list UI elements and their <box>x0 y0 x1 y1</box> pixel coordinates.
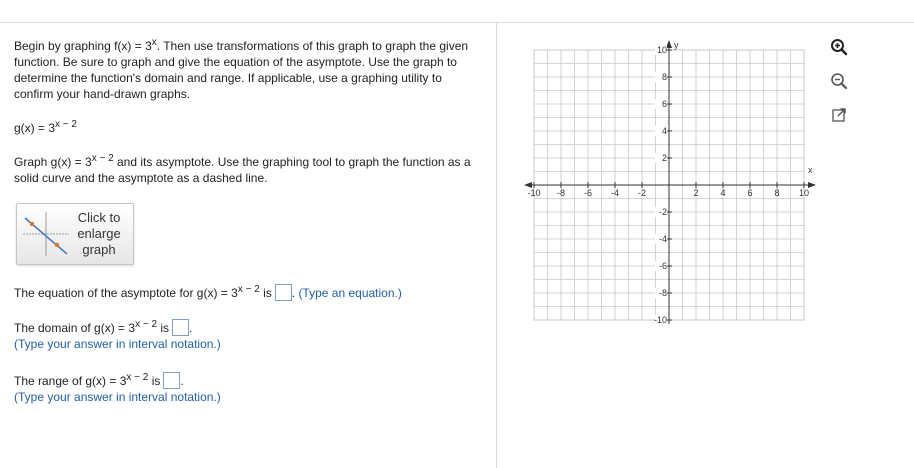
y-tick-label: 4 <box>661 126 667 136</box>
asymptote-question: The equation of the asymptote for $g(x) = 3^{x - 2}$ is . (Type an equation.) <box>14 284 402 300</box>
y-axis-label: y <box>674 40 679 50</box>
x-tick-label: -8 <box>556 188 566 198</box>
y-tick-label: 2 <box>661 153 667 163</box>
x-tick-label: -6 <box>583 188 593 198</box>
y-tick-label: -10 <box>653 315 667 325</box>
zoom-in-icon <box>830 38 848 56</box>
external-link-icon <box>831 107 847 123</box>
enlarge-graph-button[interactable] <box>16 203 134 265</box>
x-tick-label: -2 <box>637 188 647 198</box>
graph-thumbnail-icon <box>23 212 69 256</box>
x-axis-label: x <box>808 165 813 175</box>
range-question: The range of $g(x) = 3^{x - 2}$ is . (Type your answer in interval notation.) <box>14 372 221 404</box>
x-tick-label: -10 <box>527 188 541 198</box>
y-tick-label: -4 <box>658 234 667 244</box>
y-tick-label: -2 <box>658 207 667 217</box>
asymptote-hint: (Type an equation.) <box>298 286 402 300</box>
x-tick-label: 2 <box>693 188 699 198</box>
y-tick-label: 8 <box>661 72 667 82</box>
graph-instruction: Graph $g(x) = 3^{x - 2}$ and its asymptote. Use the graphing tool to graph the function as a solid curve and the asymptote as a dashed line. <box>14 153 471 185</box>
domain-answer-input[interactable] <box>172 319 189 336</box>
y-tick-label: 10 <box>656 45 667 55</box>
x-axis-arrow <box>808 182 816 188</box>
zoom-out-button[interactable] <box>828 70 850 92</box>
asymptote-answer-input[interactable] <box>275 284 292 301</box>
enlarge-graph-label: Click to enlarge graph <box>77 210 121 257</box>
y-tick-label: 6 <box>661 99 667 109</box>
y-tick-label: -6 <box>658 261 667 271</box>
x-tick-label: -4 <box>610 188 620 198</box>
x-tick-label: 4 <box>720 188 726 198</box>
popout-button[interactable] <box>828 104 850 126</box>
x-tick-label: 10 <box>798 188 810 198</box>
range-answer-input[interactable] <box>163 372 180 389</box>
x-tick-label: 6 <box>747 188 753 198</box>
zoom-out-icon <box>830 72 848 90</box>
x-tick-label: 8 <box>774 188 780 198</box>
domain-hint: (Type your answer in interval notation.) <box>14 337 221 351</box>
range-hint: (Type your answer in interval notation.) <box>14 390 221 404</box>
domain-question: The domain of $g(x) = 3^{x - 2}$ is . (Type your answer in interval notation.) <box>14 319 221 351</box>
coordinate-graph[interactable] <box>520 40 820 350</box>
zoom-in-button[interactable] <box>828 36 850 58</box>
top-separator <box>0 22 914 23</box>
y-tick-label: -8 <box>658 288 667 298</box>
intro-text: Begin by graphing $f(x) = 3^x$. Then use transformations of this graph to graph the given function. Be sure to graph and give the equation of the asymptote. Use the graph to determine the function's domain and range. If applicable, use a graphing utility to confirm your hand-drawn graphs. <box>14 37 469 101</box>
function-definition: $g(x) = 3^{x - 2}$ <box>14 119 77 135</box>
panel-divider <box>496 23 497 468</box>
